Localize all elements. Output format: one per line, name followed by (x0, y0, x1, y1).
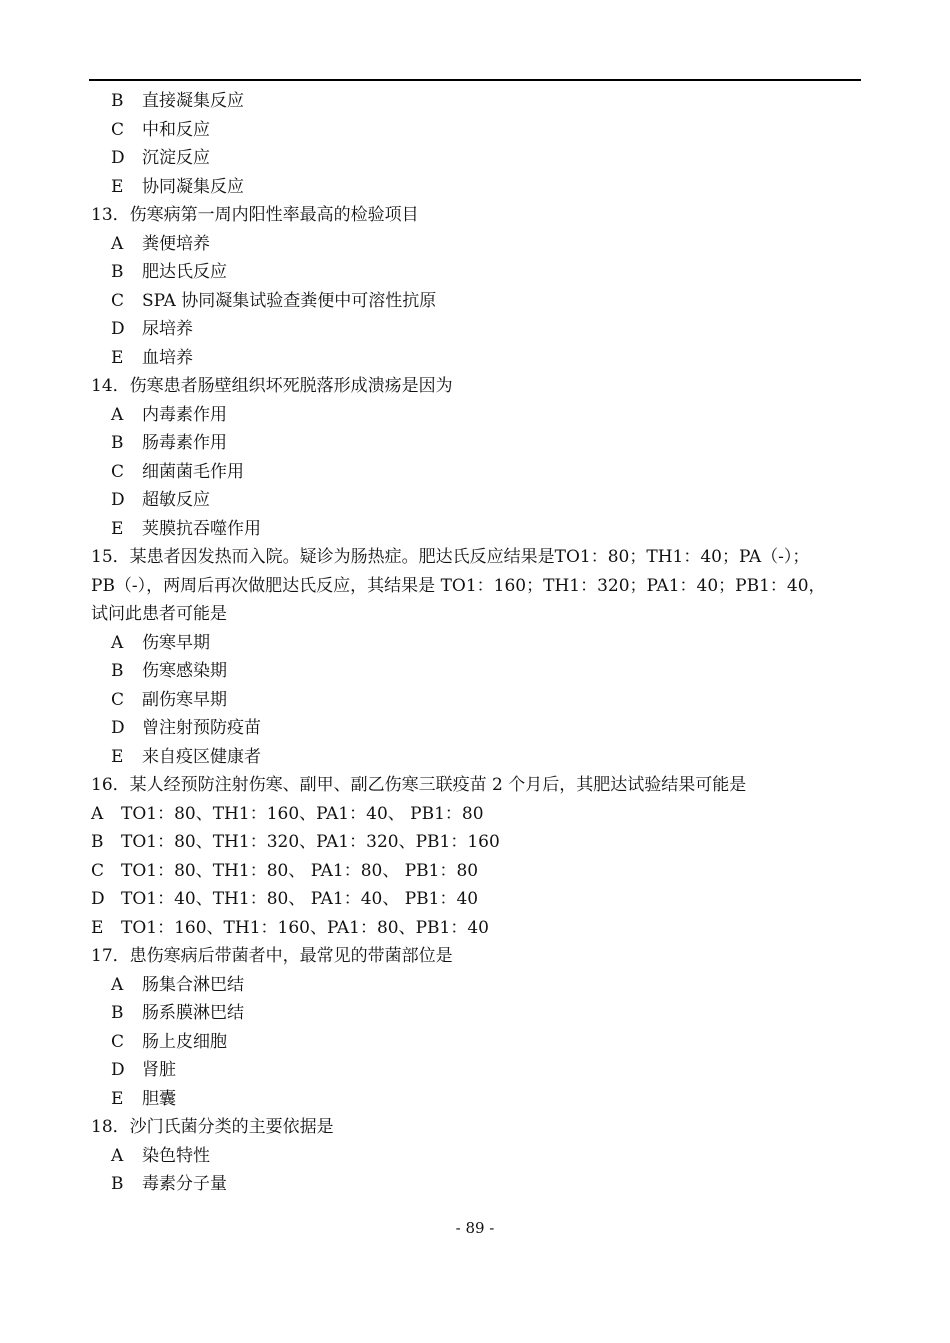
option-letter: D (91, 889, 105, 909)
answer-option (0, 743, 950, 772)
option-text: 超敏反应 (142, 490, 210, 510)
document-body (0, 87, 950, 1199)
answer-option (0, 914, 950, 943)
answer-option (0, 885, 950, 914)
option-text: 内毒素作用 (142, 404, 227, 425)
option-text: 肥达氏反应 (142, 262, 227, 282)
question-text: 13．伤寒病第一周内阳性率最高的检验项目 (91, 205, 419, 225)
option-text: SPA 协同凝集试验查粪便中可溶性抗原 (142, 290, 437, 311)
option-letter: E (111, 176, 124, 197)
option-text: 来自疫区健康者 (142, 746, 261, 767)
answer-option (0, 800, 950, 829)
answer-option (0, 116, 950, 145)
answer-option (0, 144, 950, 173)
answer-option (0, 230, 950, 259)
option-text: 粪便培养 (142, 233, 210, 254)
option-letter: A (111, 632, 124, 653)
option-letter: C (111, 1031, 125, 1052)
option-text: 血培养 (142, 347, 193, 368)
option-letter: A (111, 1145, 124, 1166)
answer-option (0, 857, 950, 886)
option-text: 尿培养 (142, 319, 193, 339)
option-text: 胆囊 (142, 1088, 176, 1109)
option-text: 伤寒早期 (142, 632, 210, 653)
question-stem (0, 543, 950, 572)
option-letter: E (111, 1088, 124, 1109)
option-text: TO1：160、TH1：160、PA1：80、PB1：40 (121, 917, 489, 938)
question-stem (0, 201, 950, 230)
option-text: 肠毒素作用 (142, 433, 227, 453)
answer-option (0, 629, 950, 658)
question-text: 16．某人经预防注射伤寒、副甲、副乙伤寒三联疫苗 2 个月后，其肥达试验结果可能是 (91, 775, 747, 795)
option-letter: B (111, 262, 124, 282)
option-letter: A (111, 404, 124, 425)
question-text: 14．伤寒患者肠壁组织坏死脱落形成溃疡是因为 (91, 376, 453, 396)
option-letter: E (91, 917, 104, 938)
option-text: TO1：80、TH1：320、PA1：320、PB1：160 (121, 832, 500, 852)
option-letter: B (111, 433, 124, 453)
answer-option (0, 458, 950, 487)
option-letter: E (111, 347, 124, 368)
option-letter: E (111, 518, 124, 539)
option-letter: C (111, 119, 125, 140)
option-letter: D (111, 490, 125, 510)
answer-option (0, 515, 950, 544)
answer-option (0, 1056, 950, 1085)
option-letter: D (111, 718, 125, 738)
option-text: 染色特性 (142, 1145, 210, 1166)
option-text: 肠上皮细胞 (142, 1031, 227, 1052)
answer-option (0, 971, 950, 1000)
question-text: 试问此患者可能是 (91, 604, 227, 624)
answer-option (0, 258, 950, 287)
answer-option (0, 1170, 950, 1199)
answer-option (0, 999, 950, 1028)
option-letter: D (111, 148, 125, 168)
option-letter: A (91, 803, 104, 824)
page-number: - 89 - (455, 1219, 495, 1237)
answer-option (0, 486, 950, 515)
option-text: 肠系膜淋巴结 (142, 1003, 244, 1023)
option-letter: E (111, 746, 124, 767)
option-text: 协同凝集反应 (142, 176, 244, 197)
question-stem-continuation (0, 572, 950, 601)
question-text: 17．患伤寒病后带菌者中，最常见的带菌部位是 (91, 946, 453, 966)
answer-option (0, 1028, 950, 1057)
answer-option (0, 344, 950, 373)
answer-option (0, 401, 950, 430)
option-letter: C (111, 461, 125, 482)
option-letter: D (111, 1060, 125, 1080)
option-text: 中和反应 (142, 119, 210, 140)
question-stem (0, 771, 950, 800)
answer-option (0, 315, 950, 344)
option-letter: B (91, 832, 104, 852)
question-text: PB（-），两周后再次做肥达氏反应，其结果是 TO1：160；TH1：320；PA1：40；PB1：40， (91, 575, 826, 596)
option-letter: B (111, 1003, 124, 1023)
option-text: 副伤寒早期 (142, 689, 227, 710)
answer-option (0, 87, 950, 116)
question-text: 15．某患者因发热而入院。疑诊为肠热症。肥达氏反应结果是TO1：80；TH1：40；PA（-）； (91, 547, 810, 567)
answer-option (0, 828, 950, 857)
option-letter: B (111, 661, 124, 681)
answer-option (0, 173, 950, 202)
option-text: 沉淀反应 (142, 148, 210, 168)
option-text: 曾注射预防疫苗 (142, 718, 261, 738)
answer-option (0, 1142, 950, 1171)
option-text: TO1：80、TH1：160、PA1：40、 PB1：80 (121, 803, 484, 824)
option-text: 伤寒感染期 (142, 661, 227, 681)
option-letter: C (111, 689, 125, 710)
option-letter: C (111, 290, 125, 311)
question-stem (0, 1113, 950, 1142)
option-letter: D (111, 319, 125, 339)
question-stem (0, 942, 950, 971)
answer-option (0, 429, 950, 458)
option-letter: A (111, 233, 124, 254)
question-text: 18．沙门氏菌分类的主要依据是 (91, 1117, 334, 1137)
option-letter: B (111, 91, 124, 111)
answer-option (0, 287, 950, 316)
header-rule (89, 79, 861, 81)
option-text: 荚膜抗吞噬作用 (142, 518, 261, 539)
question-stem (0, 372, 950, 401)
option-text: TO1：40、TH1：80、 PA1：40、 PB1：40 (121, 889, 479, 909)
answer-option (0, 1085, 950, 1114)
option-letter: B (111, 1174, 124, 1194)
answer-option (0, 714, 950, 743)
option-letter: C (91, 860, 105, 881)
option-letter: A (111, 974, 124, 995)
option-text: 肾脏 (142, 1060, 176, 1080)
option-text: 细菌菌毛作用 (142, 461, 244, 482)
option-text: TO1：80、TH1：80、 PA1：80、 PB1：80 (121, 860, 479, 881)
answer-option (0, 686, 950, 715)
answer-option (0, 657, 950, 686)
option-text: 直接凝集反应 (142, 91, 244, 111)
question-stem-continuation (0, 600, 950, 629)
option-text: 肠集合淋巴结 (142, 974, 244, 995)
option-text: 毒素分子量 (142, 1174, 227, 1194)
